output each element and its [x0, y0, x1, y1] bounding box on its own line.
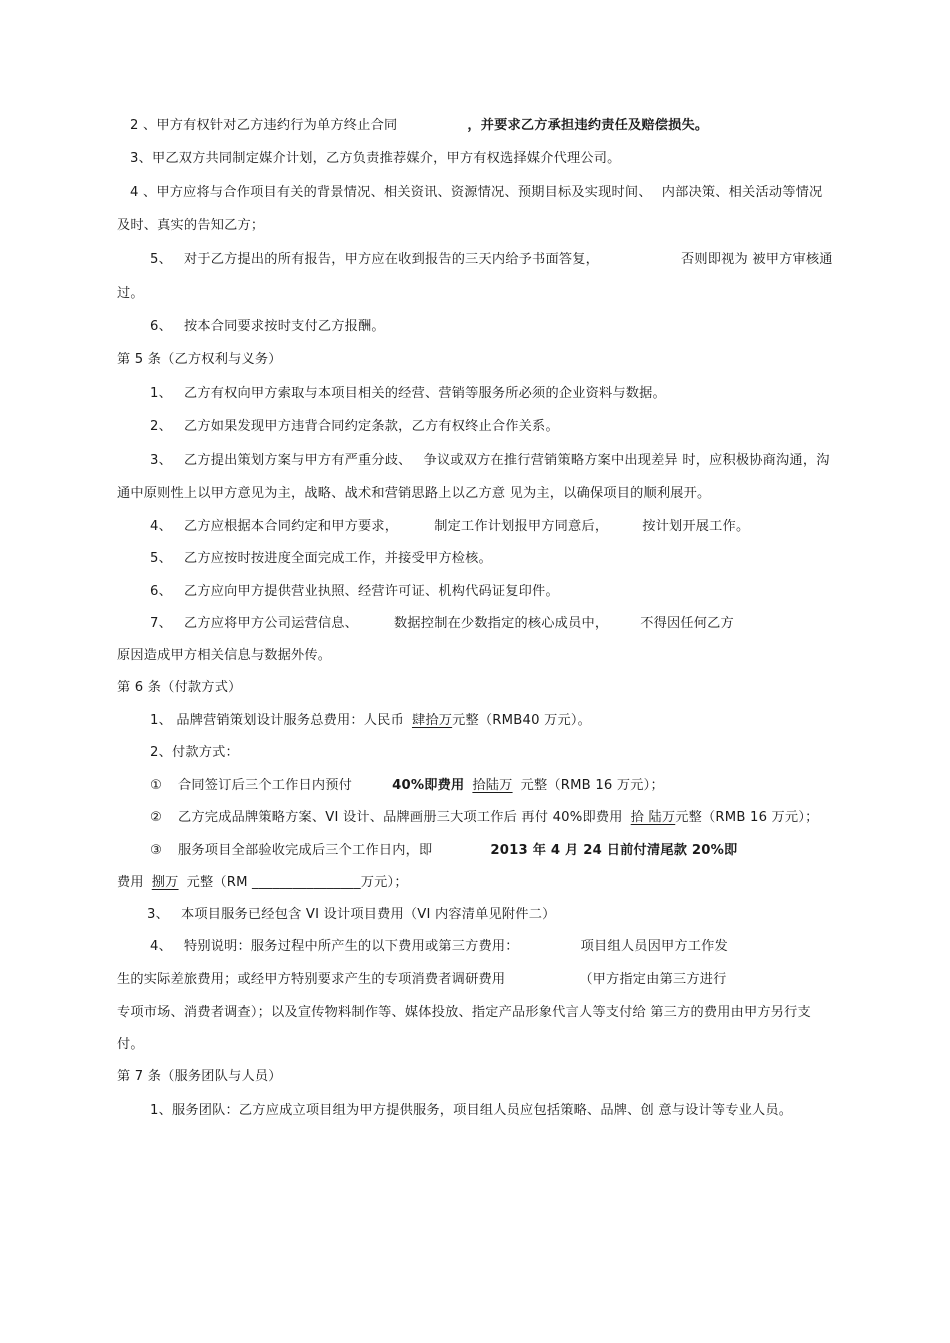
payment-step-3: ③ 服务项目全部验收完成后三个工作日内，即 2013 年 4 月 24 日前付清尾款 20%即 — [150, 843, 738, 858]
clause-5-item-2: 2、 乙方如果发现甲方违背合同约定条款，乙方有权终止合作关系。 — [150, 419, 559, 434]
clause-7-item-1: 1、服务团队：乙方应成立项目组为甲方提供服务，项目组人员应包括策略、品牌、创 意与设计等专业人员。 — [150, 1103, 793, 1118]
clause-5-item-1: 1、 乙方有权向甲方索取与本项目相关的经营、营销等服务所必须的企业资料与数据。 — [150, 386, 666, 401]
payment-step-1: ① 合同签订后三个工作日内预付 40%即费用 拾陆万 元整（RMB 16 万元）； — [150, 778, 664, 793]
clause-4-item-3: 3、甲乙双方共同制定媒介计划，乙方负责推荐媒介，甲方有权选择媒介代理公司。 — [130, 151, 621, 166]
clause-4-item-6: 6、 按本合同要求按时支付乙方报酬。 — [150, 319, 385, 334]
payment-step-2: ② 乙方完成品牌策略方案、VI 设计、品牌画册三大项工作后 再付 40%即费用 拾 陆万元整（RMB 16 万元）； — [150, 810, 819, 825]
clause-6-item-4-cont-3: 付。 — [117, 1037, 144, 1052]
clause-4-item-4: 4 、甲方应将与合作项目有关的背景情况、相关资讯、资源情况、预期目标及实现时间、 内部决策、相关活动等情况 — [130, 185, 823, 200]
clause-6-item-4-cont-2: 专项市场、消费者调查）；以及宣传物料制作等、媒体投放、指定产品形象代言人等支付给 第三方的费用由甲方另行支 — [117, 1005, 811, 1020]
payment-2-amount: 拾 陆万 — [630, 810, 676, 825]
payment-1-amount: 拾陆万 — [472, 778, 513, 793]
clause-6-item-1: 1、 品牌营销策划设计服务总费用：人民币 肆拾万元整（RMB40 万元）。 — [150, 713, 592, 728]
clause-4-item-5-cont: 过。 — [117, 286, 144, 301]
section-7-heading: 第 7 条（服务团队与人员） — [117, 1069, 282, 1084]
total-fee-amount: 肆拾万 — [411, 713, 453, 728]
clause-4-item-5: 5、 对于乙方提出的所有报告，甲方应在收到报告的三天内给予书面答复， 否则即视为 被甲方审核通 — [150, 252, 833, 267]
clause-5-item-3: 3、 乙方提出策划方案与甲方有严重分歧、 争议或双方在推行营销策略方案中出现差异 时，应积极协商沟通，沟 — [150, 453, 830, 468]
clause-6-item-4: 4、 特别说明：服务过程中所产生的以下费用或第三方费用： 项目组人员因甲方工作发 — [150, 939, 728, 954]
payment-step-3-cont: 费用 捌万 元整（RM ________________万元）； — [117, 875, 408, 890]
clause-6-item-4-cont-1: 生的实际差旅费用；或经甲方特别要求产生的专项消费者调研费用 （甲方指定由第三方进行 — [117, 972, 727, 987]
clause-5-item-6: 6、 乙方应向甲方提供营业执照、经营许可证、机构代码证复印件。 — [150, 584, 559, 599]
clause-5-item-4: 4、 乙方应根据本合同约定和甲方要求， 制定工作计划报甲方同意后， 按计划开展工作。 — [150, 519, 750, 534]
clause-5-item-7: 7、 乙方应将甲方公司运营信息、 数据控制在少数指定的核心成员中， 不得因任何乙方 — [150, 616, 734, 631]
clause-5-item-3-cont: 通中原则性上以甲方意见为主，战略、战术和营销思路上以乙方意 见为主，以确保项目的顺利展开。 — [117, 486, 711, 501]
clause-4-item-2: 2 、甲方有权针对乙方违约行为单方终止合同 ，并要求乙方承担违约责任及赔偿损失。 — [130, 118, 709, 133]
clause-6-item-3: 3、 本项目服务已经包含 VI 设计项目费用（VI 内容清单见附件二） — [147, 907, 556, 922]
clause-6-item-2: 2、付款方式： — [150, 745, 239, 760]
clause-4-item-4-cont: 及时、真实的告知乙方； — [117, 218, 265, 233]
clause-5-item-7-cont: 原因造成甲方相关信息与数据外传。 — [117, 648, 332, 663]
payment-3-amount: 捌万 — [151, 875, 179, 890]
clause-5-item-5: 5、 乙方应按时按进度全面完成工作，并接受甲方检核。 — [150, 551, 492, 566]
section-5-heading: 第 5 条（乙方权利与义务） — [117, 352, 282, 367]
section-6-heading: 第 6 条（付款方式） — [117, 680, 242, 695]
